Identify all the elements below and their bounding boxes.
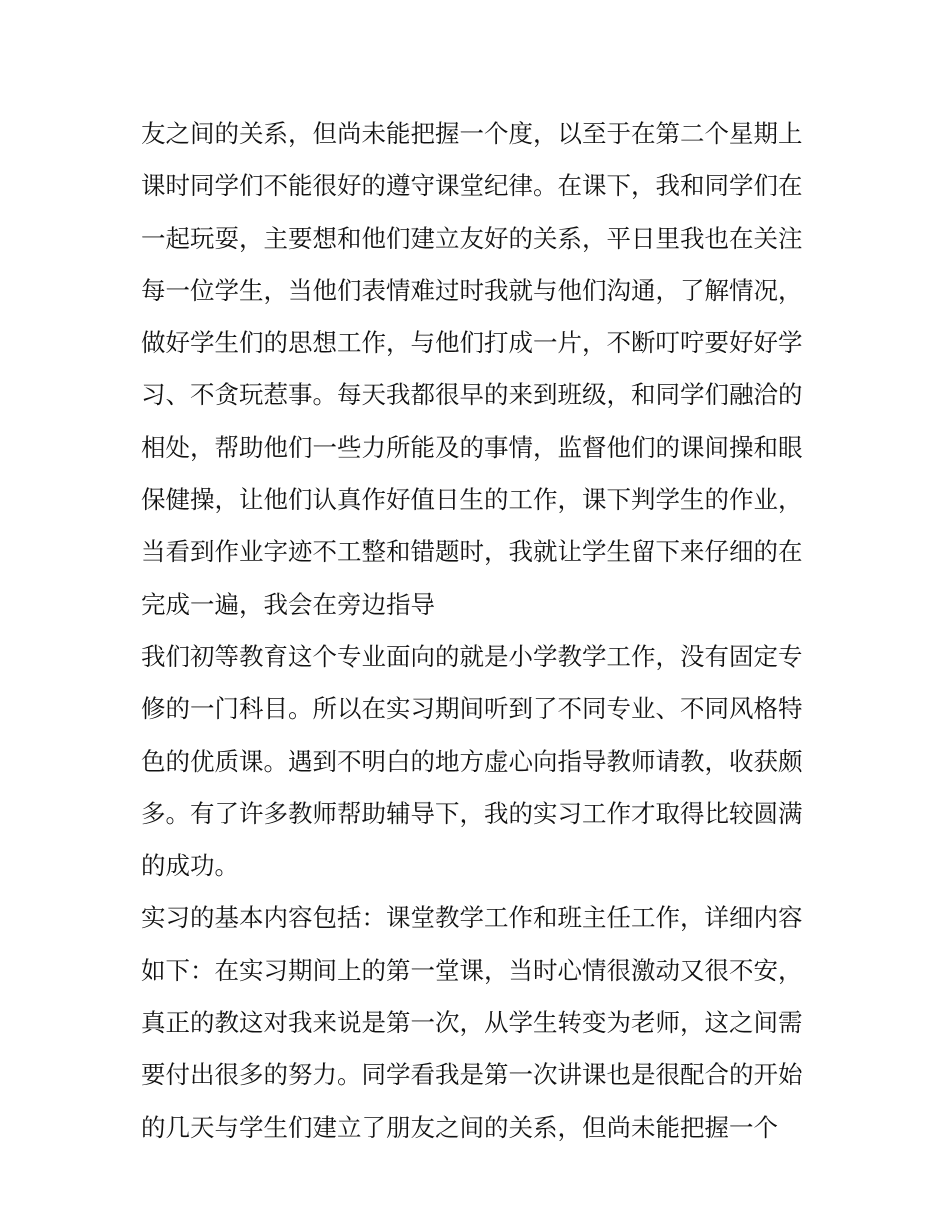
text-line: 的成功。 (141, 851, 239, 881)
text-line: 的几天与学生们建立了朋友之间的关系，但尚未能把握一个 (141, 1112, 778, 1142)
text-line: 习、不贪玩惹事。每天我都很早的来到班级，和同学们融洽的 (141, 380, 803, 410)
body-text (141, 108, 821, 1154)
text-line: 完成一遍，我会在旁边指导 (141, 589, 435, 619)
text-line: 相处，帮助他们一些力所能及的事情，监督他们的课间操和眼 (141, 432, 803, 462)
text-line: 我们初等教育这个专业面向的就是小学教学工作，没有固定专 (141, 641, 803, 671)
text-line: 做好学生们的思想工作，与他们打成一片，不断叮咛要好好学 (141, 328, 803, 358)
text-line: 要付出很多的努力。同学看我是第一次讲课也是很配合的开始 (141, 1060, 803, 1090)
text-line: 色的优质课。遇到不明白的地方虚心向指导教师请教，收获颇 (141, 746, 803, 776)
text-line: 保健操，让他们认真作好值日生的工作，课下判学生的作业， (141, 485, 803, 515)
text-line: 一起玩耍，主要想和他们建立友好的关系，平日里我也在关注 (141, 223, 803, 253)
text-line: 课时同学们不能很好的遵守课堂纪律。在课下，我和同学们在 (141, 171, 803, 201)
text-line: 修的一门科目。所以在实习期间听到了不同专业、不同风格特 (141, 694, 803, 724)
text-line: 当看到作业字迹不工整和错题时，我就让学生留下来仔细的在 (141, 537, 803, 567)
text-line: 实习的基本内容包括：课堂教学工作和班主任工作，详细内容 (141, 903, 803, 933)
text-line: 如下：在实习期间上的第一堂课，当时心情很激动又很不安， (141, 955, 803, 985)
text-line: 每一位学生，当他们表情难过时我就与他们沟通，了解情况， (141, 275, 803, 305)
text-line: 真正的教这对我来说是第一次，从学生转变为老师，这之间需 (141, 1008, 803, 1038)
text-line: 多。有了许多教师帮助辅导下，我的实习工作才取得比较圆满 (141, 798, 803, 828)
text-line: 友之间的关系，但尚未能把握一个度，以至于在第二个星期上 (141, 119, 803, 148)
